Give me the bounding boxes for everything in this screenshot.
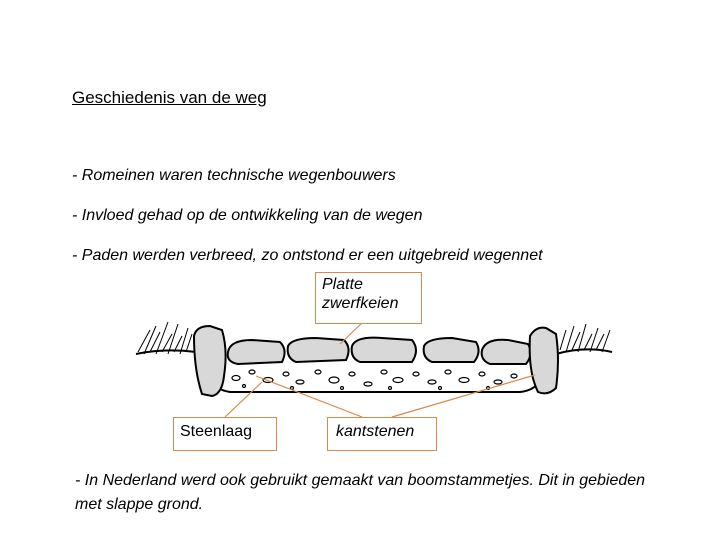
label-steenlaag: Steenlaag [173, 417, 277, 451]
label-platte-line2: zwerfkeien [322, 295, 399, 312]
bullet-paden: - Paden werden verbreed, zo ontstond er een uitgebreid wegennet [72, 247, 543, 264]
label-kantstenen: kantstenen [327, 417, 437, 451]
label-platte-line1: Platte [322, 276, 363, 293]
grass-right [556, 324, 612, 354]
label-platte-zwerfkeien [315, 272, 422, 324]
bullet-romeinen: - Romeinen waren technische wegenbouwers [72, 167, 396, 184]
page-title: Geschiedenis van de weg [72, 88, 267, 107]
closing-text: - In Nederland werd ook gebruikt gemaakt van boomstammetjes. Dit in gebieden met slappe grond. [75, 472, 646, 513]
curb-stone-right [530, 328, 558, 394]
curb-stone-left [194, 326, 226, 396]
bullet-invloed: - Invloed gehad op de ontwikkeling van de wegen [72, 207, 423, 224]
leader-lines [225, 320, 535, 417]
flat-cobblestones [228, 338, 531, 364]
grass-left [136, 322, 196, 354]
gravel-layer [232, 370, 517, 390]
